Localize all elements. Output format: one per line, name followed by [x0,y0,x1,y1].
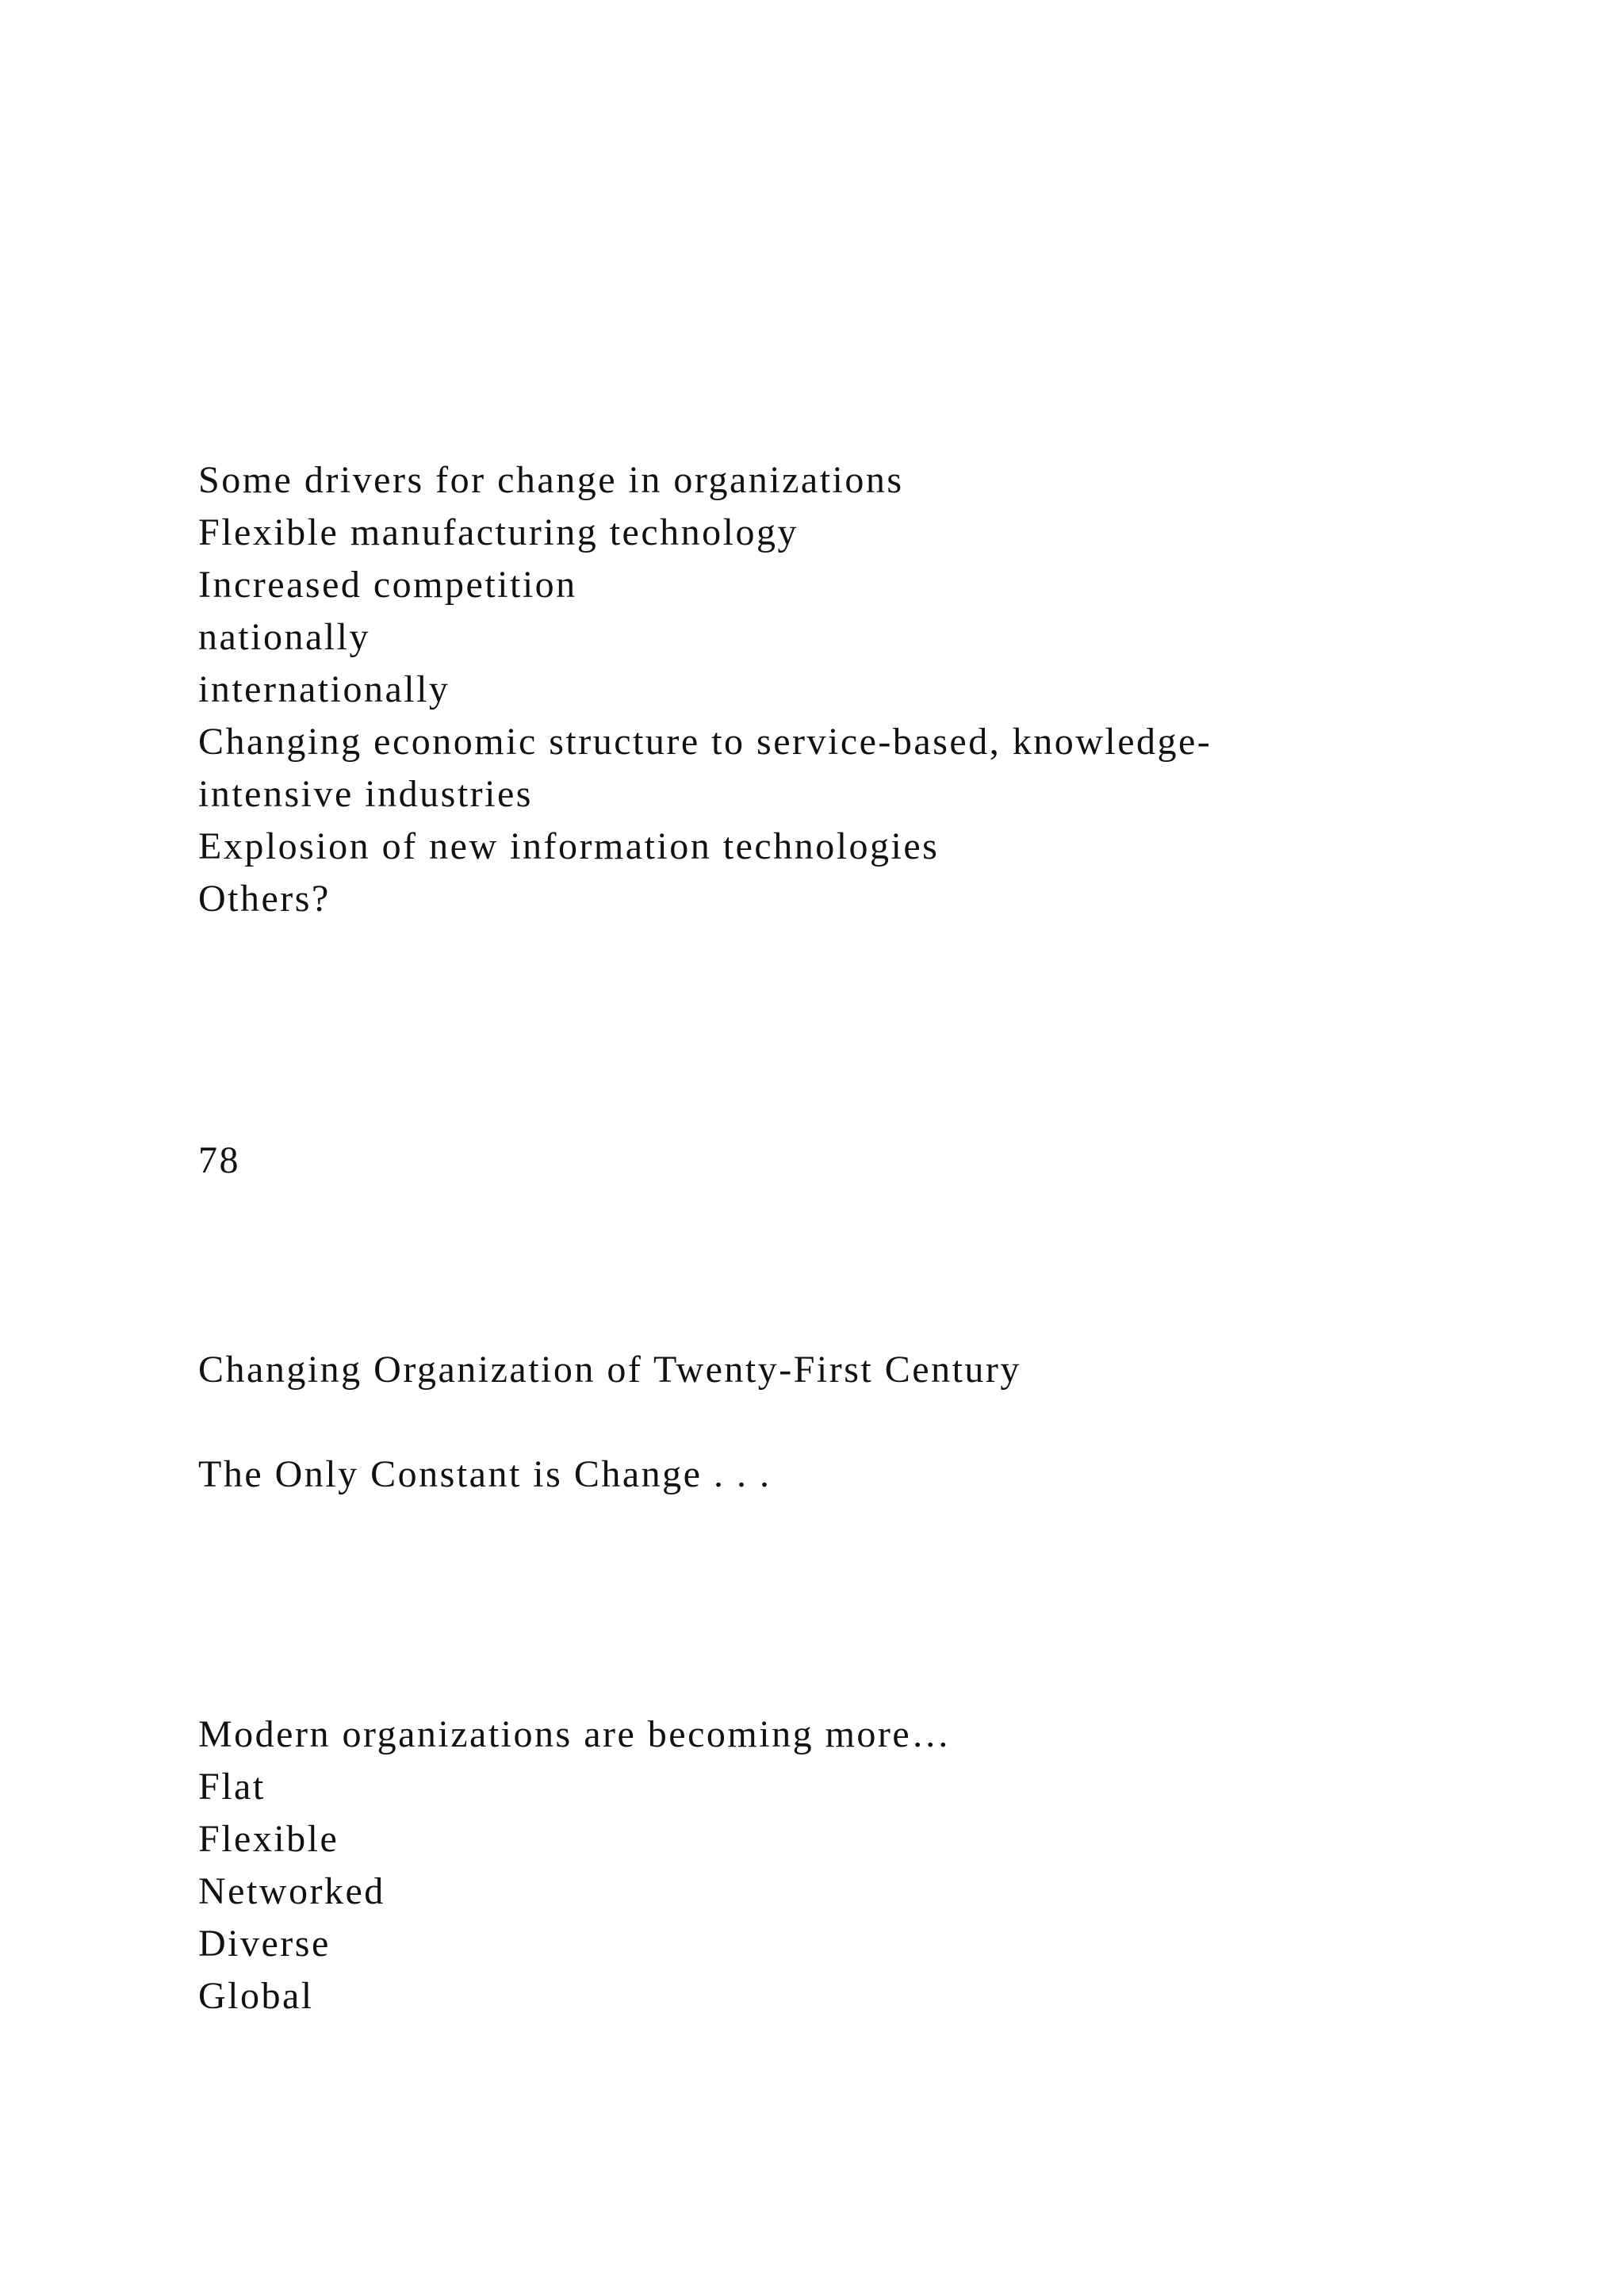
driver-item: Explosion of new information technologies [198,825,940,867]
trait-item: Flexible [198,1818,339,1860]
driver-item: Flexible manufacturing technology [198,511,799,553]
page-number: 78 [198,1139,240,1181]
section2-subtitle: The Only Constant is Change . . . [198,1453,772,1495]
section1-heading: Some drivers for change in organizations [198,459,904,501]
trait-item: Networked [198,1870,385,1912]
driver-item: Changing economic structure to service-based, knowledge- [198,721,1212,763]
driver-item: nationally [198,616,370,658]
trait-item: Global [198,1975,314,2017]
section3-heading: Modern organizations are becoming more… [198,1713,952,1755]
trait-item: Diverse [198,1923,331,1965]
driver-item: internationally [198,668,450,710]
driver-item: intensive industries [198,773,533,815]
driver-item: Increased competition [198,564,577,606]
driver-item: Others? [198,878,331,920]
trait-item: Flat [198,1766,266,1808]
section2-title: Changing Organization of Twenty-First Century [198,1349,1021,1391]
